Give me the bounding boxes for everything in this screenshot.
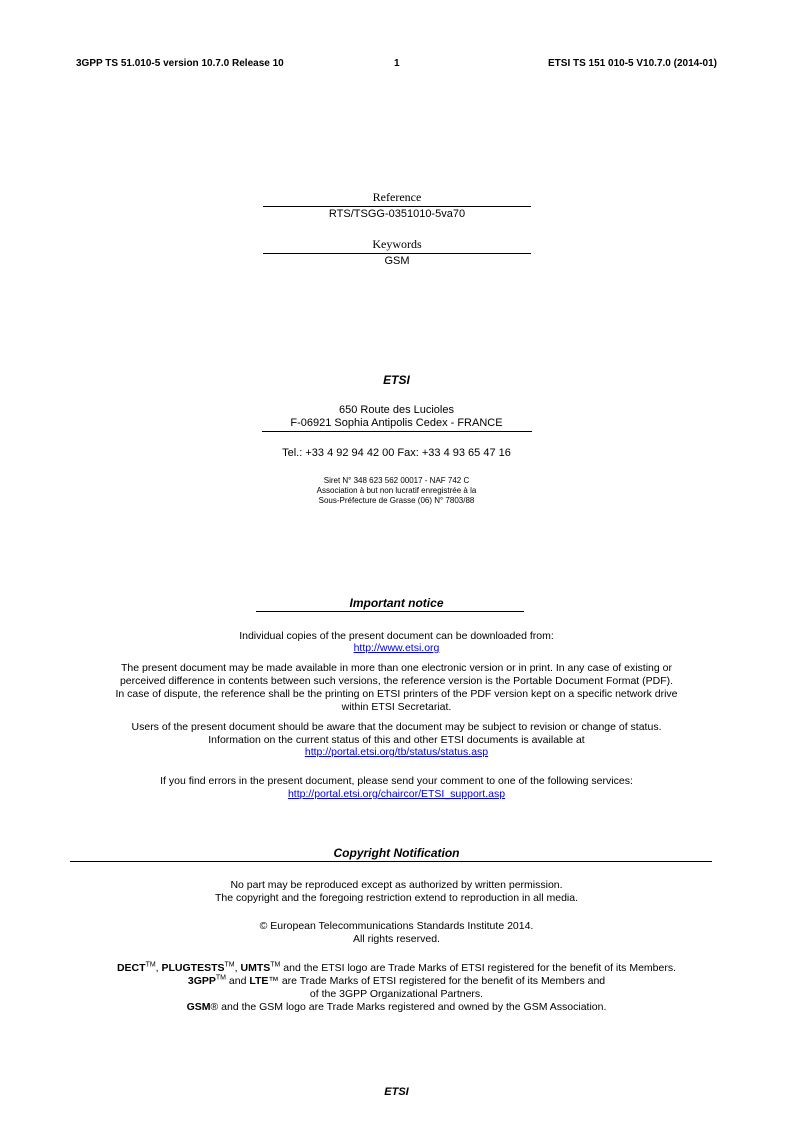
dect-mark: DECT	[116, 962, 146, 974]
etsi-title: ETSI	[383, 373, 410, 387]
support-link[interactable]: http://portal.etsi.org/chaircor/ETSI_support.asp	[287, 788, 506, 800]
siret: Siret N° 348 623 562 00017 - NAF 742 C	[323, 476, 470, 485]
copyright-title: Copyright Notification	[333, 846, 460, 860]
keywords-rule	[263, 253, 531, 254]
address-rule	[262, 431, 532, 432]
copyright-line1: No part may be reproduced except as authorized by written permission.	[230, 879, 563, 891]
footer-etsi: ETSI	[384, 1086, 409, 1098]
tel-fax: Tel.: +33 4 92 94 42 00 Fax: +33 4 93 65 47 16	[282, 447, 511, 459]
umts-mark: UMTS	[240, 962, 271, 974]
tm-mark: TM	[145, 961, 156, 969]
trademarks-line1: DECT™, PLUGTESTS™, UMTS™ and the ETSI logo are Trade Marks of ETSI registered for the benefit of its Members.	[116, 961, 677, 974]
and-text: and	[225, 975, 250, 987]
header-page-number: 1	[394, 58, 400, 69]
status-link[interactable]: http://portal.etsi.org/tb/status/status.asp	[304, 746, 489, 758]
address-line1: 650 Route des Lucioles	[339, 404, 454, 416]
tm-mark: TM	[270, 961, 281, 969]
trademarks-line3: of the 3GPP Organizational Partners.	[309, 988, 484, 1000]
header-left: 3GPP TS 51.010-5 version 10.7.0 Release 10	[76, 58, 284, 69]
prefecture: Sous-Préfecture de Grasse (06) N° 7803/88	[318, 496, 475, 505]
reference-rule	[263, 206, 531, 207]
notice-p1: Individual copies of the present document can be downloaded from:	[239, 630, 554, 642]
notice-p4: If you find errors in the present document, please send your comment to one of the following services:	[160, 775, 633, 787]
trademarks-line4	[0, 1001, 793, 1014]
copyright-rule	[70, 861, 712, 862]
notice-p3-line1: Users of the present document should be aware that the document may be subject to revision or change of status.	[131, 721, 662, 733]
important-notice-title: Important notice	[349, 596, 444, 610]
header-right: ETSI TS 151 010-5 V10.7.0 (2014-01)	[548, 58, 717, 69]
notice-p2-line3: In case of dispute, the reference shall be the printing on ETSI printers of the PDF version kept on a specific network drive	[115, 688, 678, 700]
reference-value: RTS/TSGG-0351010-5va70	[328, 208, 466, 220]
plugtests-mark: PLUGTESTS	[161, 962, 225, 974]
copyright-line2: The copyright and the foregoing restriction extend to reproduction in all media.	[214, 892, 579, 904]
notice-p2-line2: perceived difference in contents between such versions, the reference version is the Portable Document Format (PDF).	[119, 675, 674, 687]
keywords-label: Keywords	[372, 237, 422, 251]
trademarks-line1-tail: and the ETSI logo are Trade Marks of ETSI registered for the benefit of its Members.	[280, 962, 677, 974]
reference-label: Reference	[372, 190, 422, 204]
gsm-mark: GSM	[186, 1001, 211, 1013]
important-notice-rule	[256, 611, 524, 612]
notice-p2-line4: within ETSI Secretariat.	[341, 701, 452, 713]
notice-p3-line2: Information on the current status of this and other ETSI documents is available at	[208, 734, 585, 746]
trademarks-line2-tail: ™ are Trade Marks of ETSI registered for the benefit of its Members and	[268, 975, 606, 987]
etsi-website-link[interactable]: http://www.etsi.org	[353, 642, 440, 654]
trademarks-line2	[0, 975, 793, 988]
notice-p2-line1: The present document may be made available in more than one electronic version or in print. In any case of existing or	[121, 662, 672, 674]
trademarks-line4-tail: ® and the GSM logo are Trade Marks registered and owned by the GSM Association.	[210, 1001, 607, 1013]
lte-mark: LTE	[249, 975, 269, 987]
copyright-line4: All rights reserved.	[353, 933, 440, 945]
tm-mark: TM	[224, 961, 235, 969]
tm-mark: TM	[215, 974, 226, 982]
association: Association à but non lucratif enregistrée à la	[316, 486, 477, 495]
address-line2: F-06921 Sophia Antipolis Cedex - FRANCE	[290, 417, 503, 429]
copyright-line3: © European Telecommunications Standards Institute 2014.	[259, 920, 534, 932]
keywords-value: GSM	[384, 255, 410, 267]
3gpp-mark: 3GPP	[187, 975, 216, 987]
